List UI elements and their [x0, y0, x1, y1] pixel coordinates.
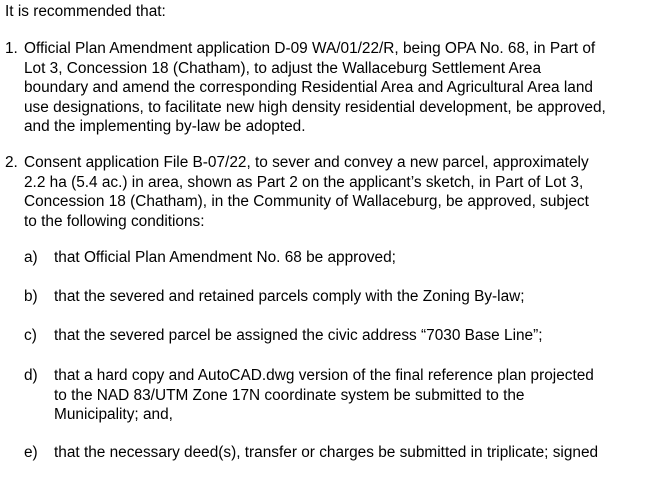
item-text: [24, 153, 589, 231]
condition-label: d): [24, 367, 38, 384]
condition-label: e): [24, 444, 38, 461]
item-line: and the implementing by-law be adopted.: [24, 118, 306, 136]
item-line: Consent application File B-07/22, to sever and convey a new parcel, approximately: [24, 154, 589, 171]
item-line: to the following conditions:: [24, 212, 205, 230]
item-line: Official Plan Amendment application D-09 WA/01/22/R, being OPA No. 68, in Part of: [24, 40, 596, 57]
condition-label: a): [24, 249, 38, 266]
condition-line: that the necessary deed(s), transfer or charges be submitted in triplicate; signed: [54, 444, 599, 461]
condition-text: [54, 287, 525, 307]
condition-text: [54, 366, 594, 425]
condition-line: Municipality; and,: [54, 406, 173, 424]
condition-text: [54, 443, 598, 463]
condition-line: that the severed and retained parcels comply with the Zoning By-law;: [54, 288, 525, 305]
item-line: use designations, to facilitate new high density residential development, be approved,: [24, 98, 606, 116]
item-line: 2.2 ha (5.4 ac.) in area, shown as Part 2 on the applicant’s sketch, in Part of Lot 3,: [24, 173, 584, 191]
condition-line: that Official Plan Amendment No. 68 be approved;: [54, 249, 396, 266]
condition-line: to the NAD 83/UTM Zone 17N coordinate system be submitted to the: [54, 386, 525, 404]
item-number: 2.: [5, 154, 18, 171]
intro-text: It is recommended that:: [5, 3, 166, 20]
item-line: boundary and amend the corresponding Residential Area and Agricultural Area land: [24, 79, 593, 97]
condition-text: [54, 326, 543, 346]
condition-line: that a hard copy and AutoCAD.dwg version of the final reference plan projected: [54, 367, 594, 384]
condition-label: b): [24, 288, 38, 305]
item-line: Concession 18 (Chatham), in the Community of Wallaceburg, be approved, subject: [24, 193, 589, 211]
item-text: [24, 39, 606, 137]
condition-text: [54, 248, 396, 268]
item-number: 1.: [5, 40, 18, 57]
item-line: Lot 3, Concession 18 (Chatham), to adjust the Wallaceburg Settlement Area: [24, 59, 542, 77]
condition-line: that the severed parcel be assigned the civic address “7030 Base Line”;: [54, 327, 543, 344]
condition-label: c): [24, 327, 37, 344]
